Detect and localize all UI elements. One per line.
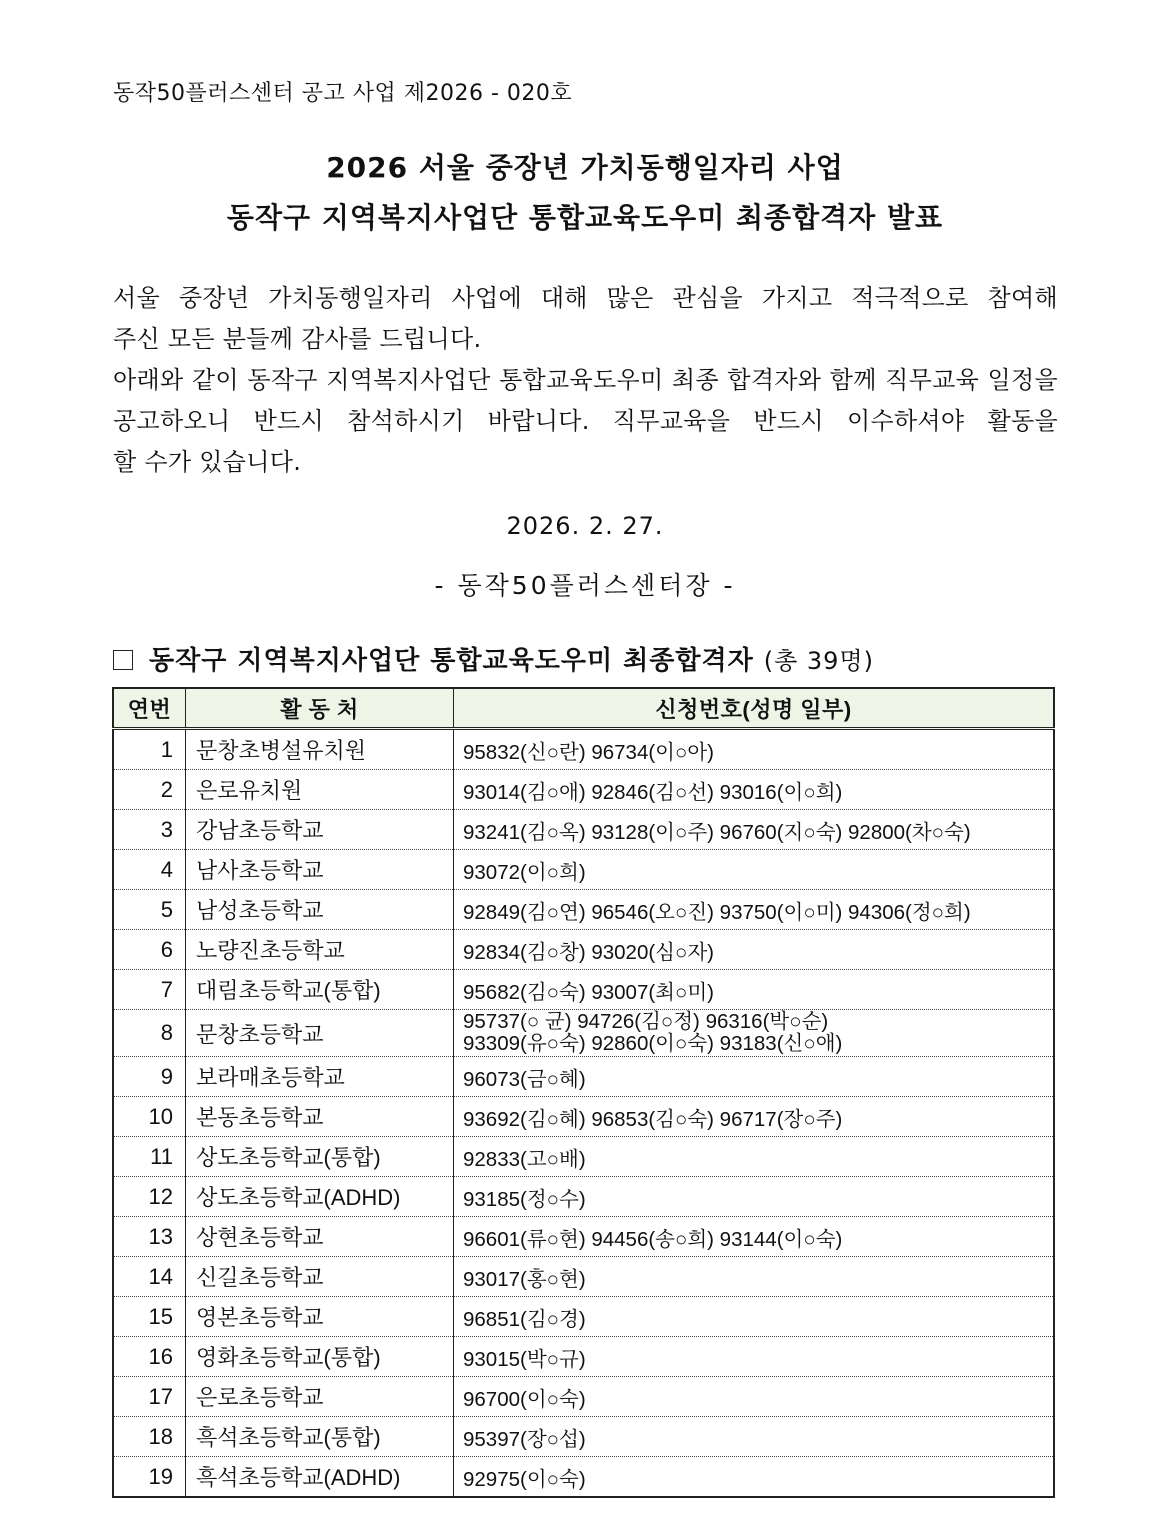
table-row — [113, 1297, 1054, 1337]
body-line-5: 할 수가 있습니다. — [113, 448, 302, 476]
row-no: 3 — [113, 810, 186, 850]
row-place: 남사초등학교 — [186, 850, 454, 890]
row-place: 흑석초등학교(ADHD) — [186, 1457, 454, 1498]
row-apps: 96700(이○숙) — [454, 1377, 1055, 1417]
section-heading-text: 동작구 지역복지사업단 통합교육도우미 최종합격자 — [149, 646, 754, 676]
row-place: 문창초병설유치원 — [186, 729, 454, 770]
row-place: 흑석초등학교(통합) — [186, 1417, 454, 1457]
table-row — [113, 890, 1054, 930]
row-place: 남성초등학교 — [186, 890, 454, 930]
page-title-line-1: 2026 서울 중장년 가치동행일자리 사업 — [326, 151, 844, 184]
table-row — [113, 1417, 1054, 1457]
row-no: 2 — [113, 770, 186, 810]
section-count: (총 39명) — [763, 647, 874, 675]
table-header-row — [113, 688, 1054, 729]
row-place: 강남초등학교 — [186, 810, 454, 850]
row-apps: 93185(정○수) — [454, 1177, 1055, 1217]
row-no: 12 — [113, 1177, 186, 1217]
row-apps: 93072(이○희) — [454, 850, 1055, 890]
row-no: 5 — [113, 890, 186, 930]
body-line-4: 공고하오니 반드시 참석하시기 바랍니다. 직무교육을 반드시 이수하셔야 활동을 — [113, 407, 1058, 435]
body-line-2: 주신 모든 분들께 감사를 드립니다. — [113, 325, 482, 353]
table-row — [113, 1457, 1054, 1498]
row-apps — [454, 1010, 1055, 1057]
table-row — [113, 729, 1054, 770]
row-place: 상도초등학교(ADHD) — [186, 1177, 454, 1217]
row-no: 18 — [113, 1417, 186, 1457]
row-no: 16 — [113, 1337, 186, 1377]
row-no: 8 — [113, 1010, 186, 1057]
header-apps: 신청번호(성명 일부) — [454, 688, 1055, 729]
row-apps: 95682(김○숙) 93007(최○미) — [454, 970, 1055, 1010]
table-row — [113, 970, 1054, 1010]
row-no: 1 — [113, 729, 186, 770]
table-row — [113, 1097, 1054, 1137]
signer: - 동작50플러스센터장 - — [434, 571, 736, 600]
header-no: 연번 — [113, 688, 186, 729]
checkbox-icon — [113, 650, 133, 670]
table-row — [113, 1057, 1054, 1097]
row-place: 신길초등학교 — [186, 1257, 454, 1297]
row-apps: 96601(류○현) 94456(송○희) 93144(이○숙) — [454, 1217, 1055, 1257]
notice-number: 동작50플러스센터 공고 사업 제2026 - 020호 — [113, 81, 573, 106]
table-row — [113, 1217, 1054, 1257]
row-apps: 93015(박○규) — [454, 1337, 1055, 1377]
row-apps: 96073(금○혜) — [454, 1057, 1055, 1097]
row-place: 영화초등학교(통합) — [186, 1337, 454, 1377]
table-row — [113, 770, 1054, 810]
table-row — [113, 1377, 1054, 1417]
row-no: 4 — [113, 850, 186, 890]
row-no: 15 — [113, 1297, 186, 1337]
row-apps-line-2: 93309(유○숙) 92860(이○숙) 93183(신○애) — [463, 1032, 843, 1055]
row-apps: 95832(신○란) 96734(이○아) — [454, 729, 1055, 770]
row-place: 노량진초등학교 — [186, 930, 454, 970]
row-place: 본동초등학교 — [186, 1097, 454, 1137]
row-place: 은로초등학교 — [186, 1377, 454, 1417]
row-place: 보라매초등학교 — [186, 1057, 454, 1097]
table-row — [113, 810, 1054, 850]
row-place: 문창초등학교 — [186, 1010, 454, 1057]
roster-table — [112, 687, 1055, 1498]
section-heading — [113, 640, 874, 677]
table-row — [113, 1337, 1054, 1377]
row-apps: 95397(장○섭) — [454, 1417, 1055, 1457]
row-place: 상현초등학교 — [186, 1217, 454, 1257]
table-row — [113, 850, 1054, 890]
row-apps: 93241(김○옥) 93128(이○주) 96760(지○숙) 92800(차○숙) — [454, 810, 1055, 850]
row-apps: 93014(김○애) 92846(김○선) 93016(이○희) — [454, 770, 1055, 810]
row-apps: 92849(김○연) 96546(오○진) 93750(이○미) 94306(정○희) — [454, 890, 1055, 930]
row-apps: 92833(고○배) — [454, 1137, 1055, 1177]
row-no: 7 — [113, 970, 186, 1010]
row-place: 상도초등학교(통합) — [186, 1137, 454, 1177]
row-apps-line-1: 95737(○ 균) 94726(김○정) 96316(박○순) — [463, 1010, 829, 1033]
table-row — [113, 1257, 1054, 1297]
row-apps: 93017(홍○현) — [454, 1257, 1055, 1297]
table-row — [113, 1137, 1054, 1177]
row-no: 14 — [113, 1257, 186, 1297]
row-no: 11 — [113, 1137, 186, 1177]
table-row — [113, 930, 1054, 970]
body-line-3: 아래와 같이 동작구 지역복지사업단 통합교육도우미 최종 합격자와 함께 직무교육 일정을 — [113, 366, 1058, 394]
row-no: 6 — [113, 930, 186, 970]
row-no: 13 — [113, 1217, 186, 1257]
row-apps: 96851(김○경) — [454, 1297, 1055, 1337]
page-title-line-2: 동작구 지역복지사업단 통합교육도우미 최종합격자 발표 — [226, 201, 944, 234]
table-row — [113, 1010, 1054, 1057]
announcement-date: 2026. 2. 27. — [506, 512, 664, 540]
row-place: 은로유치원 — [186, 770, 454, 810]
row-apps: 92834(김○창) 93020(심○자) — [454, 930, 1055, 970]
row-no: 19 — [113, 1457, 186, 1498]
row-apps: 93692(김○혜) 96853(김○숙) 96717(장○주) — [454, 1097, 1055, 1137]
row-place: 대림초등학교(통합) — [186, 970, 454, 1010]
row-no: 17 — [113, 1377, 186, 1417]
row-apps: 92975(이○숙) — [454, 1457, 1055, 1498]
table-row — [113, 1177, 1054, 1217]
body-line-1: 서울 중장년 가치동행일자리 사업에 대해 많은 관심을 가지고 적극적으로 참여해 — [113, 284, 1058, 312]
row-no: 10 — [113, 1097, 186, 1137]
row-place: 영본초등학교 — [186, 1297, 454, 1337]
header-place: 활 동 처 — [186, 688, 454, 729]
row-no: 9 — [113, 1057, 186, 1097]
